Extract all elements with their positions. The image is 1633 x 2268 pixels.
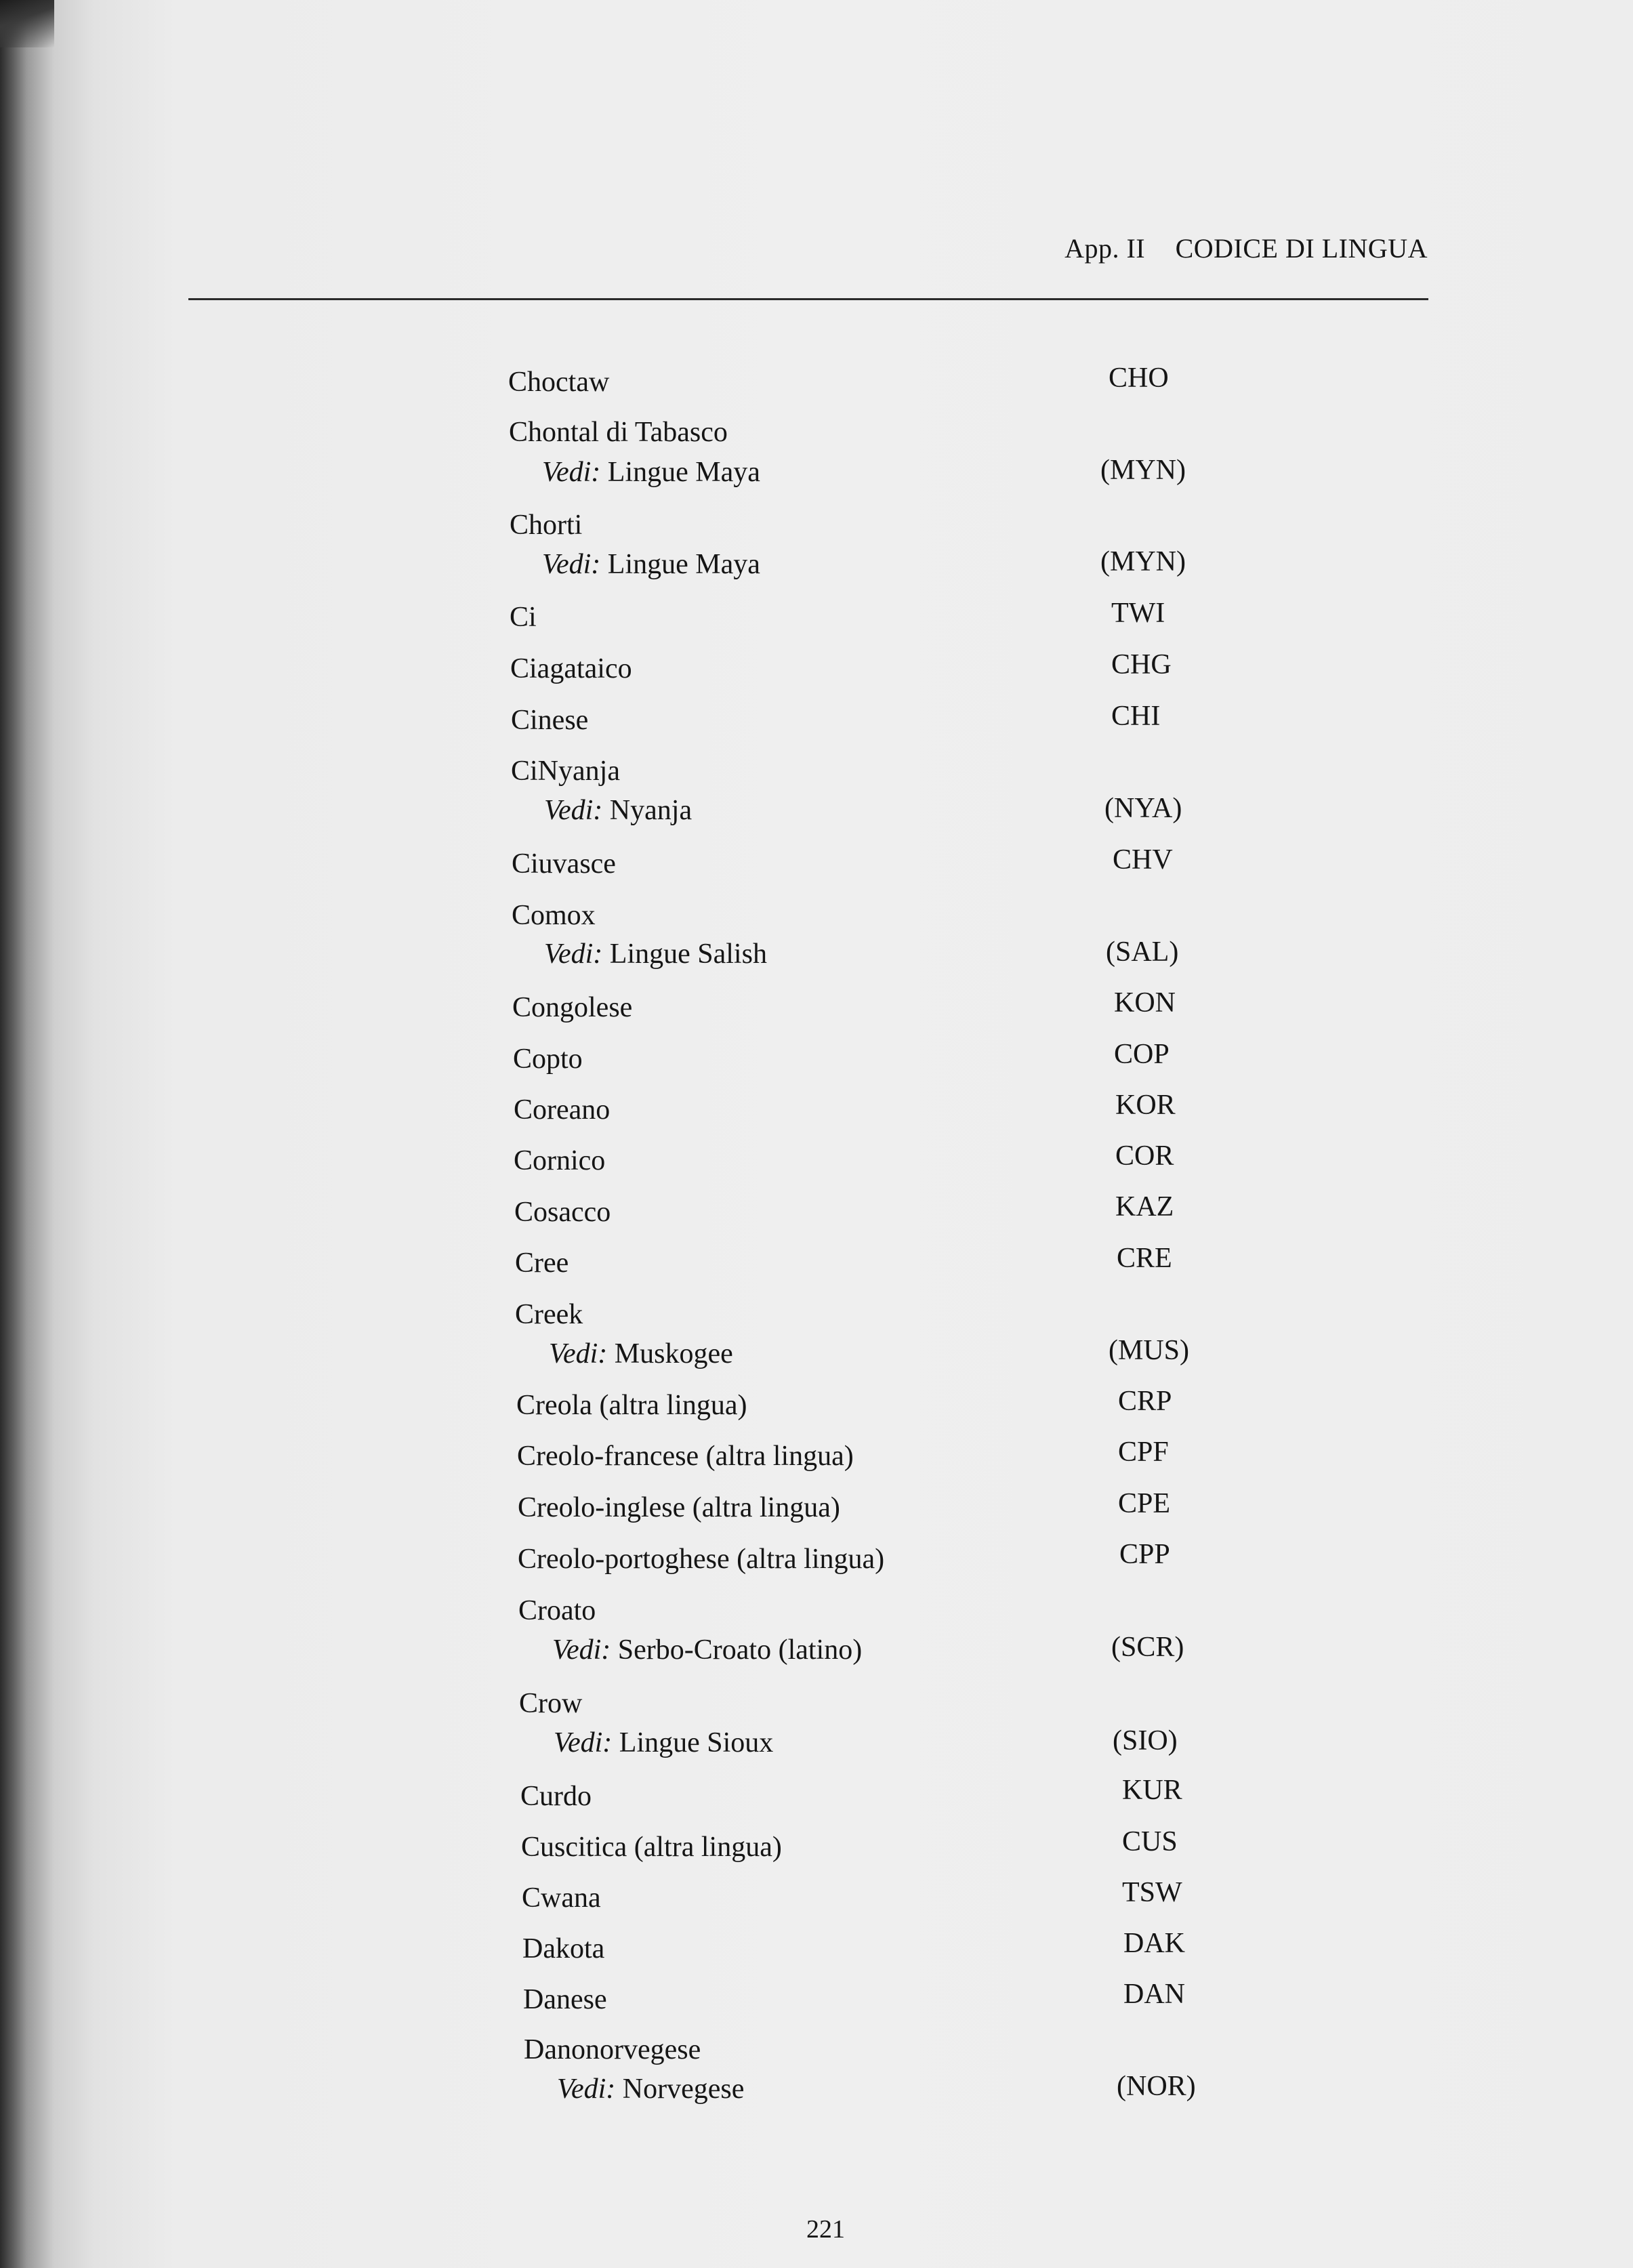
vedi-label: Vedi: — [542, 549, 601, 580]
entry-code: KOR — [1115, 1090, 1176, 1121]
entry-name: CiNyanja — [511, 756, 620, 787]
entry-name: Cosacco — [514, 1197, 611, 1228]
entry-name: Croato — [518, 1595, 596, 1626]
entry-code: CHI — [1111, 701, 1161, 732]
entry-code: (NOR) — [1117, 2071, 1196, 2102]
entry-name: Chontal di Tabasco — [509, 417, 728, 448]
entry-name: Comox — [512, 900, 596, 931]
vedi-label: Vedi: — [554, 1727, 613, 1758]
entry-code: TWI — [1111, 598, 1165, 629]
entry-name: Cwana — [522, 1882, 601, 1914]
see-reference — [557, 2075, 744, 2103]
entry-name: Ci — [510, 602, 537, 633]
entry-name: Ciuvasce — [512, 848, 616, 880]
entry-name: Cinese — [511, 705, 589, 736]
entry-name: Creolo-portoghese (altra lingua) — [518, 1544, 885, 1575]
see-reference — [554, 1729, 773, 1757]
see-reference — [544, 940, 767, 968]
entry-code: TSW — [1122, 1877, 1182, 1908]
entry-code: CPE — [1118, 1488, 1171, 1519]
entry-code: (SAL) — [1106, 936, 1179, 968]
see-target: Lingue Maya — [607, 549, 760, 580]
entry-name: Creek — [515, 1299, 583, 1330]
see-target: Muskogee — [614, 1338, 733, 1369]
entry-name: Dakota — [522, 1933, 605, 1964]
entry-name: Chorti — [510, 510, 583, 541]
entry-code: CHV — [1113, 844, 1173, 875]
entry-code: (NYA) — [1104, 793, 1182, 824]
vedi-label: Vedi: — [557, 2074, 616, 2105]
entry-code: CPP — [1119, 1539, 1170, 1570]
entry-code: COP — [1114, 1039, 1170, 1070]
see-target: Norvegese — [622, 2074, 745, 2105]
entry-code: (MYN) — [1100, 546, 1186, 577]
entry-code: CHO — [1109, 363, 1169, 394]
page-number: 221 — [806, 2215, 845, 2244]
entry-name: Danese — [523, 1984, 607, 2015]
see-reference — [549, 1340, 733, 1368]
entry-code: KON — [1114, 987, 1176, 1018]
entry-name: Ciagataico — [510, 653, 632, 684]
see-reference — [542, 458, 760, 487]
see-reference — [544, 796, 692, 825]
section-title: CODICE DI LINGUA — [1175, 233, 1428, 264]
entry-name: Cuscitica (altra lingua) — [521, 1832, 782, 1863]
entry-code: (SCR) — [1111, 1632, 1184, 1663]
vedi-label: Vedi: — [552, 1634, 611, 1666]
entry-code: COR — [1115, 1140, 1174, 1172]
entry-name: Curdo — [520, 1781, 592, 1812]
see-target: Lingue Salish — [609, 939, 767, 970]
entry-code: CPF — [1118, 1437, 1169, 1468]
vedi-label: Vedi: — [549, 1338, 608, 1369]
entry-code: CRE — [1117, 1243, 1172, 1274]
entry-name: Copto — [513, 1044, 583, 1075]
entry-name: Coreano — [514, 1094, 611, 1126]
vedi-label: Vedi: — [544, 795, 603, 826]
entry-name: Crow — [519, 1688, 583, 1719]
see-reference — [552, 1636, 862, 1664]
see-target: Lingue Sioux — [619, 1727, 774, 1758]
vedi-label: Vedi: — [542, 457, 601, 488]
see-target: Serbo-Croato (latino) — [617, 1634, 863, 1666]
entry-code: (SIO) — [1113, 1725, 1178, 1756]
entry-code: CRP — [1118, 1386, 1172, 1417]
appendix-label: App. II — [1064, 233, 1146, 264]
entry-name: Creola (altra lingua) — [516, 1390, 747, 1421]
see-target: Nyanja — [609, 795, 693, 826]
entry-name: Creolo-inglese (altra lingua) — [518, 1492, 840, 1523]
entry-code: KAZ — [1115, 1191, 1174, 1222]
entry-code: (MUS) — [1109, 1335, 1190, 1366]
entry-name: Creolo-francese (altra lingua) — [517, 1441, 854, 1472]
entry-code: (MYN) — [1100, 455, 1186, 486]
entry-code: KUR — [1122, 1775, 1182, 1806]
entry-name: Cornico — [514, 1145, 606, 1176]
entry-name: Cree — [515, 1248, 569, 1279]
entry-code: CUS — [1122, 1826, 1178, 1857]
entry-code: DAK — [1123, 1928, 1185, 1959]
see-reference — [542, 550, 760, 579]
entry-name: Choctaw — [508, 367, 610, 398]
vedi-label: Vedi: — [544, 939, 603, 970]
entry-name: Danonorvegese — [524, 2034, 701, 2065]
entry-code: DAN — [1123, 1979, 1185, 2010]
see-target: Lingue Maya — [607, 457, 760, 488]
entry-code: CHG — [1111, 649, 1172, 680]
entry-name: Congolese — [512, 992, 633, 1023]
